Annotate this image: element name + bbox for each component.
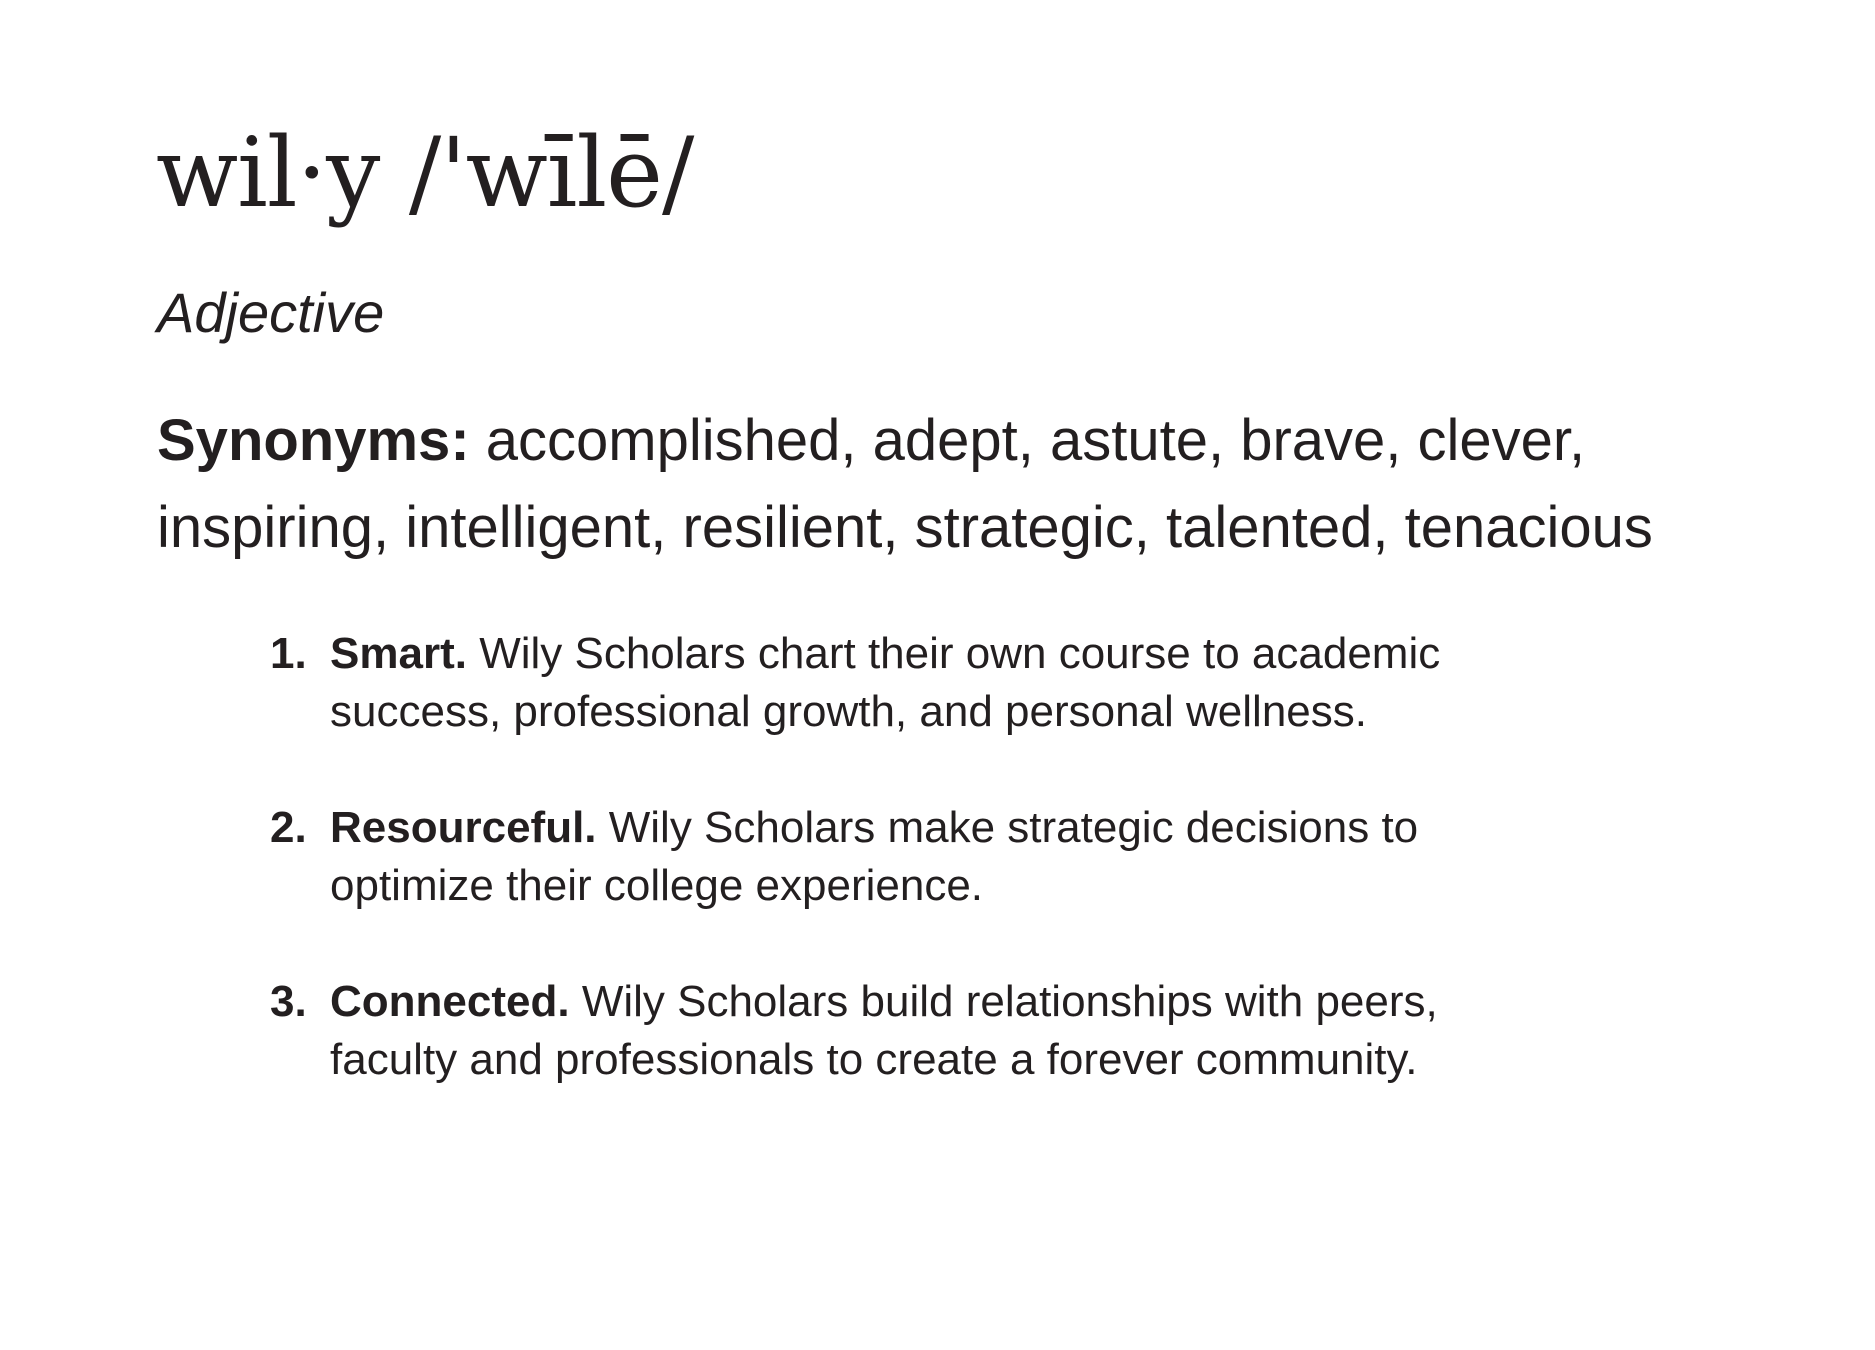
part-of-speech: Adjective xyxy=(157,281,385,344)
synonyms-label: Synonyms: xyxy=(157,408,470,473)
headword: wil·y /'wīlē/ xyxy=(156,117,694,229)
definition-text: Wily Scholars build relationships with peers, faculty and professionals to create a forever community. xyxy=(330,977,1438,1084)
definition-number: 1. xyxy=(270,629,307,678)
definition-item xyxy=(270,799,1570,915)
definition-number: 2. xyxy=(270,803,307,852)
definition-term: Resourceful. xyxy=(330,803,597,852)
definition-term: Smart. xyxy=(330,629,467,678)
definition-term: Connected. xyxy=(330,977,570,1026)
definition-item xyxy=(270,973,1570,1089)
definition-text: Wily Scholars make strategic decisions to optimize their college experience. xyxy=(330,803,1419,910)
definition-item xyxy=(270,625,1570,741)
definitions-list xyxy=(270,625,1570,1147)
synonyms-paragraph xyxy=(157,397,1777,571)
synonyms-list: accomplished, adept, astute, brave, clever, inspiring, intelligent, resilient, strategic, talented, tenacious xyxy=(157,408,1653,560)
definition-number: 3. xyxy=(270,977,307,1026)
definition-text: Wily Scholars chart their own course to academic success, professional growth, and personal wellness. xyxy=(330,629,1441,736)
